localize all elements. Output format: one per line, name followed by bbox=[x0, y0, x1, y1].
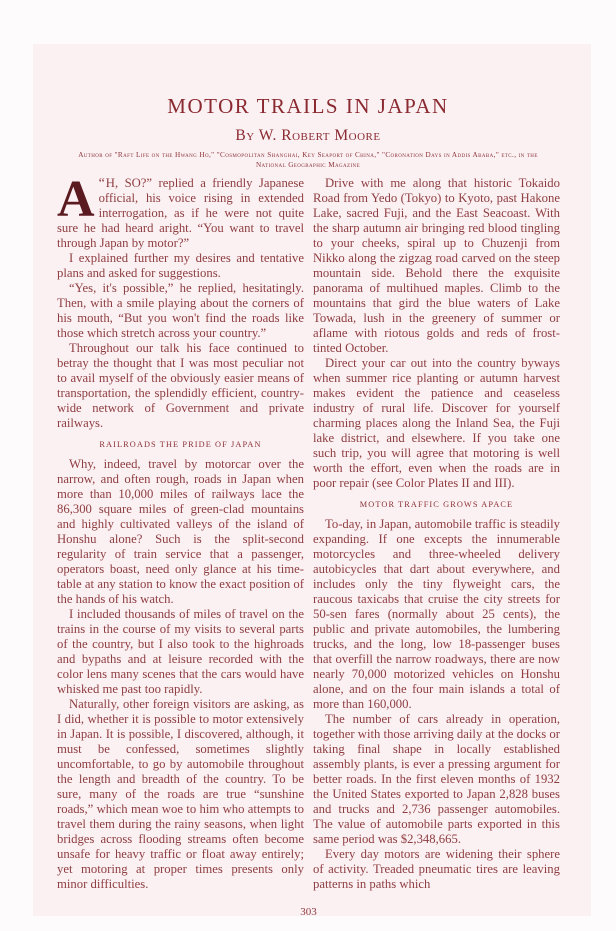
opening-quote: “ bbox=[98, 176, 105, 191]
paragraph: Every day motors are widening their sphere of activity. Treaded pneumatic tires are leaving patterns in paths which bbox=[313, 847, 560, 891]
article-body bbox=[57, 171, 560, 919]
columns bbox=[57, 171, 560, 892]
paragraph: Naturally, other foreign visitors are asking, as I did, whether it is possible to motor extensively in Japan. It is possible, I discovered, although, it must be confessed, sometimes slightly uncomfortable, to go by automobile throughout the length and breadth of the country. To be sure, many of the roads are true “sunshine roads,” which mean woe to him who attempts to travel them during the rainy seasons, when light bridges across flooding streams often become unsafe for heavy traffic or float away entirely; yet motoring at proper times presents only minor difficulties. bbox=[57, 697, 304, 891]
page-number: 303 bbox=[300, 906, 317, 918]
opening-text: H, SO?” replied a friendly Japanese official, his voice rising in extended interrogation, as if he were not quite sure he had heard aright. “You want to travel through Japan by motor?” bbox=[57, 176, 304, 250]
section-heading: MOTOR TRAFFIC GROWS APACE bbox=[359, 500, 514, 509]
byline: By W. Robert Moore bbox=[235, 127, 381, 144]
paragraph: The number of cars already in operation, together with those arriving daily at the docks or taking final shape in locally established assembly plants, is ever a pressing argument for better roads. In the first eleven months of 1932 the United States exported to Japan 2,828 buses and trucks and 2,736 passenger automobiles. The value of automobile parts exported in this same period was $2,348,665. bbox=[313, 712, 560, 846]
paragraph: I explained further my desires and tentative plans and asked for suggestions. bbox=[57, 251, 304, 280]
paragraph: To-day, in Japan, automobile traffic is steadily expanding. If one excepts the innumerable motorcycles and three-wheeled delivery autobicycles that dart about everywhere, and includes only the tiny flyweight cars, the raucous taxicabs that cruise the city streets for 50-sen fares (normally about 25 cents), the public and private automobiles, the lumbering trucks, and the long, low 18-passenger buses that overfill the narrow roadways, there are now nearly 70,000 motorized vehicles on Honshu alone, and on the four main islands a total of more than 160,000. bbox=[313, 517, 560, 711]
author-note: Author of "Raft Life on the Hwang Ho," "Cosmopolitan Shanghai, Key Seaport of China," "Coronation Days in Addis Ababa," etc., in the National Geographic Magazine bbox=[78, 151, 538, 169]
section-heading: RAILROADS THE PRIDE OF JAPAN bbox=[99, 440, 262, 449]
paragraph: Direct your car out into the country byways when summer rice planting or autumn harvest makes evident the patience and ceaseless industry of rural life. Discover for yourself charming places along the Inland Sea, the Fuji lake district, and elsewhere. If you take one such trip, you will agree that motoring is well worth the effort, even when the roads are in poor repair (see Color Plates II and III). bbox=[313, 356, 560, 490]
opening-paragraph bbox=[57, 171, 304, 251]
paragraph: Drive with me along that historic Tokaido Road from Yedo (Tokyo) to Kyoto, past Hakone Lake, sacred Fuji, and the East Seacoast. With the sharp autumn air bringing red blood tingling to your cheeks, spiral up to Chuzenji from Nikko along the zigzag road carved on the steep mountain side. Behold there the exquisite panorama of multihued maples. Climb to the mountains that gird the blue waters of Lake Towada, lush in the greenery of summer or aflame with riotous golds and reds of frost-tinted October. bbox=[313, 176, 560, 355]
article-title: MOTOR TRAILS IN JAPAN bbox=[167, 94, 449, 118]
right-column bbox=[313, 176, 560, 892]
paragraph: I included thousands of miles of travel on the trains in the course of my visits to several parts of the country, but I also took to the highroads and bypaths and at leisure recorded with the color lens many scenes that the cars would have whisked me past too rapidly. bbox=[57, 607, 304, 696]
left-column bbox=[57, 171, 304, 892]
paragraph: Throughout our talk his face continued to betray the thought that I was most peculiar not to avail myself of the obviously easier means of transportation, the splendidly efficient, country-wide network of Government and private railways. bbox=[57, 341, 304, 430]
drop-cap: A bbox=[57, 171, 95, 228]
paragraph: Why, indeed, travel by motorcar over the narrow, and often rough, roads in Japan when more than 10,000 miles of railways lace the 86,300 square miles of green-clad mountains and highly cultivated valleys of the island of Honshu alone? Such is the split-second regularity of train service that a passenger, operators boast, need only glance at his time-table at any station to know the exact position of the hands of his watch. bbox=[57, 457, 304, 606]
paragraph: “Yes, it's possible,” he replied, hesitatingly. Then, with a smile playing about the corners of his mouth, “But you won't find the roads like those which stretch across your country.” bbox=[57, 281, 304, 340]
